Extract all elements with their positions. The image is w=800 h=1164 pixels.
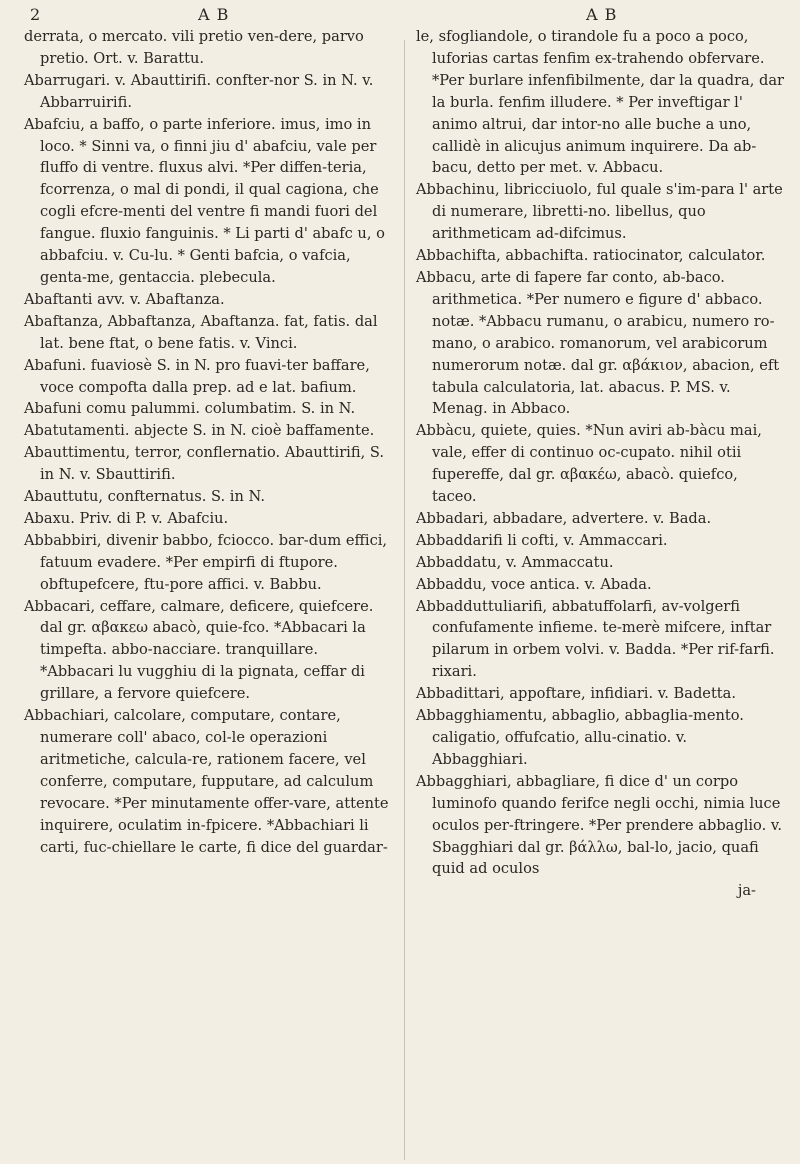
entry: Abatutamenti. abjecte S. in N. cioè baffamente. bbox=[24, 422, 375, 440]
page-number: 2 bbox=[30, 5, 42, 24]
entry: Abafuni comu palummi. columbatim. S. in N. bbox=[24, 400, 356, 418]
entry: le, sfogliandole, o tirandole fu a poco a poco, luforias cartas fenfim ex-trahendo obfervare. *Per burlare infenfibilmente, dar la quadra, dar la burla. fenfim illudere. * Per inveftigar l' animo altrui, dar intor-no alle buche a uno, callidè in alicujus animum inquirere. Da ab-bacu, detto per met. v. Abbacu. bbox=[416, 28, 785, 177]
entry: Abbacu, arte di fapere far conto, ab-baco. arithmetica. *Per numero e figure d' abbaco. notæ. *Abbacu rumanu, o arabicu, numero ro-mano, o arabico. romanorum, vel arabicorum numerorum notæ. dal gr. αβάκιον, abacion, eft tabula calculatoria, lat. abacus. P. MS. v. Menag. in Abbaco. bbox=[416, 268, 780, 418]
entry: Abauttutu, confternatus. S. in N. bbox=[24, 488, 265, 506]
entry: Abbadari, abbadare, advertere. v. Bada. bbox=[416, 509, 712, 527]
entry: Abbadittari, appoftare, infidiari. v. Badetta. bbox=[416, 685, 737, 703]
entry: Abbaddatu, v. Ammaccatu. bbox=[416, 553, 614, 571]
entry: Abbadduttuliarifi, abbatuffolarfi, av-volgerfi confufamente infieme. te-merè mifcere, inftar pilarum in orbem volvi. v. Badda. *Per rif-farfi. rixari. bbox=[416, 597, 775, 681]
entry: Abbàcu, quiete, quies. *Nun aviri ab-bàcu mai, vale, effer di continuo oc-cupato. nihil otii fupereffe, dal gr. αβακέω, abacò. quiefco, taceo. bbox=[416, 422, 762, 506]
entry: Abbacari, ceffare, calmare, deficere, quiefcere. dal gr. αβακεω abacò, quie-fco. *Abbacari la timpefta. abbo-nacciare. tranquillare. *Abbacari lu vugghiu di la pignata, ceffar di grillare, a fervore quiefcere. bbox=[24, 597, 374, 703]
entry: Abbabbiri, divenir babbo, fciocco. bar-dum effici, fatuum evadere. *Per empirfi di ftupore. obftupefcere, ftu-pore affici. v. Babbu. bbox=[24, 531, 388, 593]
entry: derrata, o mercato. vili pretio ven-dere, parvo pretio. Ort. v. Barattu. bbox=[24, 28, 364, 67]
left-running-head: A B bbox=[198, 5, 230, 24]
entry: Abafuni. fuaviosè S. in N. pro fuavi-ter baffare, voce compofta dalla prep. ad e lat. bafium. bbox=[24, 356, 370, 396]
catchword: ja- bbox=[737, 882, 756, 900]
entry: Abaxu. Priv. di P. v. Abafciu. bbox=[24, 509, 229, 527]
entry: Abbachifta, abbachifta. ratiocinator, calculator. bbox=[416, 247, 766, 265]
entry: Abauttimentu, terror, conflernatio. Abauttirifi, S. in N. v. Sbauttirifi. bbox=[24, 444, 384, 484]
entry: Abafciu, a baffo, o parte inferiore. imus, imo in loco. * Sinni va, o finni jiu d' abafciu, vale per fluffo di ventre. fluxus alvi. *Per diffen-teria, fcorrenza, o mal di pondi, il qual cagiona, che cogli efcre-menti del ventre fi mandi fuori del fangue. fluxio fanguinis. * Li parti d' abafc u, o abbafciu. v. Cu-lu. * Genti bafcia, o vafcia, genta-me, gentaccia. plebecula. bbox=[24, 115, 385, 286]
entry: Abbaddarifi li cofti, v. Ammaccari. bbox=[416, 531, 668, 549]
entry: Abbagghiamentu, abbaglio, abbaglia-mento. caligatio, offufcatio, allu-cinatio. v. Abbagghiari. bbox=[416, 707, 744, 768]
entry: Abarrugari. v. Abauttirifi. confter-nor S. in N. v. Abbarruirifi. bbox=[24, 71, 374, 111]
entry: Abaftanti avv. v. Abaftanza. bbox=[24, 290, 225, 308]
entry: Abbaddu, voce antica. v. Abada. bbox=[416, 575, 652, 593]
left-column bbox=[24, 26, 394, 858]
column-divider bbox=[404, 40, 405, 1160]
right-column bbox=[416, 26, 786, 902]
entry: Abbagghiari, abbagliare, fi dice d' un corpo luminofo quando ferifce negli occhi, nimia luce oculos per-ftringere. *Per prendere abbaglio. v. Sbagghiari dal gr. βάλλω, bal-lo, jacio, quafi quid ad oculos bbox=[416, 772, 783, 878]
entry: Abbachinu, libricciuolo, ful quale s'im-para l' arte di numerare, libretti-no. libellus, quo arithmeticam ad-difcimus. bbox=[416, 181, 783, 243]
right-running-head: A B bbox=[586, 5, 618, 24]
entry: Abbachiari, calcolare, computare, contare, numerare coll' abaco, col-le operazioni aritmetiche, calcula-re, rationem facere, vel conferre, computare, fupputare, ad calculum revocare. *Per minutamente offer-vare, attente inquirere, oculatim in-fpicere. *Abbachiari li carti, fuc-chiellare le carte, fi dice del guardar- bbox=[24, 707, 389, 856]
entry: Abaftanza, Abbaftanza, Abaftanza. fat, fatis. dal lat. bene ftat, o bene fatis. v. Vinci. bbox=[24, 312, 378, 352]
